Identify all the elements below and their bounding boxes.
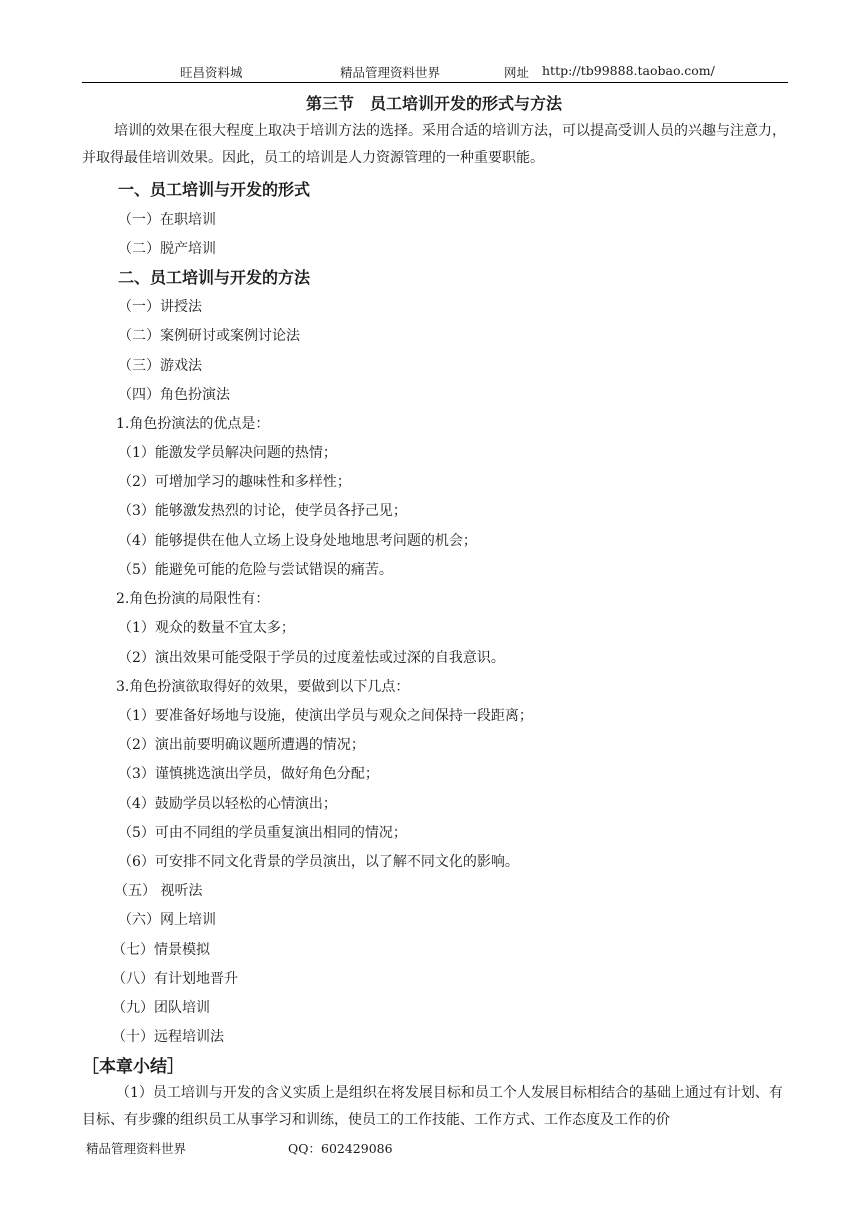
advantages-title: 1.角色扮演法的优点是： xyxy=(116,416,270,432)
section2-item: （一）讲授法 xyxy=(118,299,202,315)
header-url: http://tb99888.taobao.com/ xyxy=(542,63,715,78)
section1-item: （二）脱产培训 xyxy=(118,241,216,257)
advantage-item: （4）能够提供在他人立场上设身处地地思考问题的机会； xyxy=(118,533,477,549)
summary-paragraph: （1）员工培训与开发的含义实质上是组织在将发展目标和员工个人发展目标相结合的基础上通过有计划、有目标、有步骤的组织员工从事学习和训练，使员工的工作技能、工作方式、工作态度及工作的价 xyxy=(82,1085,783,1128)
limit-item: （1）观众的数量不宜太多； xyxy=(118,620,295,636)
method-item: （七）情景模拟 xyxy=(112,942,210,958)
tip-item: （5）可由不同组的学员重复演出相同的情况； xyxy=(118,825,407,841)
advantage-item: （5）能避免可能的危险与尝试错误的痛苦。 xyxy=(118,562,393,578)
method-item: （九）团队培训 xyxy=(112,1000,210,1016)
tip-item: （1）要准备好场地与设施，使演出学员与观众之间保持一段距离； xyxy=(118,708,533,724)
advantage-item: （3）能够激发热烈的讨论，使学员各抒己见； xyxy=(118,503,407,519)
header-left: 旺昌资料城 xyxy=(180,65,243,80)
tip-item: （2）演出前要明确议题所遭遇的情况； xyxy=(118,737,365,753)
tip-item: （3）谨慎挑选演出学员，做好角色分配； xyxy=(118,766,379,782)
method-item: （六）网上培训 xyxy=(118,912,216,928)
section2-item: （二）案例研讨或案例讨论法 xyxy=(118,328,300,344)
limit-item: （2）演出效果可能受限于学员的过度羞怯或过深的自我意识。 xyxy=(118,650,505,666)
section2-item: （四）角色扮演法 xyxy=(118,387,230,403)
method-item: （八）有计划地晋升 xyxy=(112,971,238,987)
summary-title: ［本章小结］ xyxy=(82,1057,184,1077)
section2-heading: 二、员工培训与开发的方法 xyxy=(118,268,311,287)
footer-qq: QQ：602429086 xyxy=(288,1141,393,1156)
method-item: （五） 视听法 xyxy=(114,883,203,899)
tips-title: 3.角色扮演欲取得好的效果，要做到以下几点： xyxy=(116,679,410,695)
advantage-item: （2）可增加学习的趣味性和多样性； xyxy=(118,474,351,490)
intro-paragraph: 培训的效果在很大程度上取决于培训方法的选择。采用合适的培训方法，可以提高受训人员的兴趣与注意力，并取得最佳培训效果。因此，员工的培训是人力资源管理的一种重要职能。 xyxy=(82,123,786,166)
section1-item: （一）在职培训 xyxy=(118,212,216,228)
tip-item: （4）鼓励学员以轻松的心情演出； xyxy=(118,796,337,812)
section-title: 第三节 员工培训开发的形式与方法 xyxy=(305,94,562,113)
section1-heading: 一、员工培训与开发的形式 xyxy=(118,180,311,199)
advantage-item: （1）能激发学员解决问题的热情； xyxy=(118,445,337,461)
method-item: （十）远程培训法 xyxy=(112,1029,224,1045)
header-url-label: 网址 xyxy=(504,65,530,80)
header-middle: 精品管理资料世界 xyxy=(340,65,441,80)
section2-item: （三）游戏法 xyxy=(118,358,202,374)
page-header xyxy=(82,62,788,83)
footer-left: 精品管理资料世界 xyxy=(86,1141,187,1156)
tip-item: （6）可安排不同文化背景的学员演出，以了解不同文化的影响。 xyxy=(118,854,519,870)
limits-title: 2.角色扮演的局限性有： xyxy=(116,591,270,607)
